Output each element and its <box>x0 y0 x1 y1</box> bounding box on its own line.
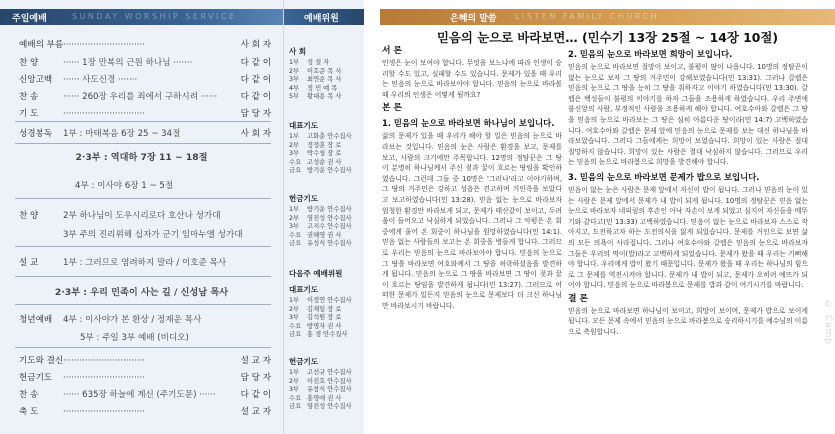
worship-row-detail: 2·3부 : 우리 민족이 사는 길 / 신성남 목사 <box>54 287 229 298</box>
worship-row-detail: ······························ <box>63 373 145 383</box>
sermon-paragraph: 믿음이 없는 눈은 사람은 문제 앞에서 자신이 밥이 됩니다. 그러나 믿음의 눈이 있는 사람은 문제 앞에서 문제가 내 밥이 되게 됩니다. 10명의 정탐꾼은 믿음 없는 눈으로 바라보자 네피림의 후손인 아낙 자손이 보게 되었고 심지어 자신들을 메뚜기와 같다고(민 13:33) 고백하였습니다. 믿음이 없는 눈으로 바라보자 스스로 작아지고, 도전하고자 하는 도전의식을 잃게 되었습니다. 문제를 거인으로 보면 삶의 모든 의욕이 사라집니다. 그러나 여호수아와 갈렙은 믿음의 눈으로 바라보자 그들은 우리의 먹이(밥)라고 고백하게 되었습니다. 문제가 왔을 때 우리는 기뻐해야 합니다. 우리에게 밥이 왔기 때문입니다. 문제가 왔을 때 우리는 하나님의 힘으로 그 문제를 역전시켜야 합니다. 문제가 내 밥이 되고, 문제가 오히려 예뜨가 되어야 합니다. 믿음의 눈으로 바라봄으로 문제를 밥과 같이 여기시기를 바랍니다. <box>568 185 808 290</box>
staff-service: 금요 <box>289 240 302 248</box>
worship-row-detail: ······························ <box>63 40 145 50</box>
staff-service: 금요 <box>289 403 302 411</box>
staff-group-title: 다음주 예배위원 <box>289 269 343 278</box>
sermon-header <box>380 9 835 25</box>
worship-row-leader: 설 교 자 <box>240 407 271 417</box>
worship-row <box>0 178 283 194</box>
worship-row <box>0 285 283 301</box>
staff-row <box>289 76 341 85</box>
staff-group-title: 대표기도 <box>289 285 318 294</box>
staff-person: 최연순 목 사 <box>307 76 342 84</box>
staff-person: 고지수 안수집사 <box>307 223 352 231</box>
staff-person: 방기운 안수집사 <box>307 167 352 175</box>
staff-group-title: 헌금기도 <box>289 194 318 203</box>
staff-person: 정정훈 장 로 <box>307 141 342 149</box>
section-divider <box>15 304 271 305</box>
section-divider <box>15 143 271 144</box>
worship-row-label: 신앙고백 <box>19 75 53 85</box>
staff-person: 고성순 권 사 <box>307 158 342 166</box>
worship-row-label: 헌금기도 <box>19 373 53 383</box>
staff-row <box>289 403 352 412</box>
worship-row <box>0 227 283 243</box>
staff-person: 홍영애 권 사 <box>307 394 342 402</box>
worship-staff-panel <box>283 0 364 434</box>
staff-row <box>289 150 341 159</box>
staff-group-title: 대표기도 <box>289 121 318 130</box>
worship-row-detail: 2부 하나님이 도우시리로다 호산나 성가대 <box>63 211 221 221</box>
sermon-section-title: 은혜의 말씀 <box>450 14 497 24</box>
staff-person: 고선규 안수집사 <box>307 369 352 376</box>
worship-row-detail: ······························ <box>63 356 145 366</box>
staff-row <box>289 215 352 224</box>
sermon-subheading: 서 론 <box>382 46 403 56</box>
worship-row-detail: ······ 635장 하늘에 계신 (주기도문) ······ <box>63 390 216 400</box>
staff-row <box>289 93 341 102</box>
staff-service: 1부 <box>289 59 300 66</box>
worship-row-leader: 사 회 자 <box>240 129 271 139</box>
sermon-subheading: 3. 믿음의 눈으로 바라보면 문제가 밥으로 보입니다. <box>568 171 760 182</box>
staff-service: 금요 <box>289 167 302 175</box>
staff-service: 수요 <box>289 322 302 330</box>
staff-service: 2부 <box>289 377 300 385</box>
staff-row <box>289 314 341 323</box>
worship-row-detail: ······ 1장 만복의 근원 하나님 ······· <box>63 58 193 68</box>
staff-service: 금요 <box>289 331 302 339</box>
sermon-paragraph: 믿음의 눈으로 바라보면 하나님이 보이고, 희망이 보이며, 문제가 밥으로 보이게 됩니다. 모든 문제 속에서 믿음의 눈으로 바라봄으로 승리하시기를 예수님의 이름으로 축원합니다. <box>568 306 808 337</box>
staff-service: 1부 <box>289 297 300 304</box>
worship-row <box>0 89 283 105</box>
staff-person: 유창식 안수집사 <box>307 386 352 394</box>
worship-row <box>0 72 283 88</box>
worship-row-label: 찬 양 <box>19 58 39 68</box>
staff-service: 수요 <box>289 158 302 166</box>
sermon-subheading: 2. 믿음의 눈으로 바라보면 희망이 보입니다. <box>568 49 733 59</box>
worship-row-detail: ······ 260장 우리를 죄에서 구하시려 ······ <box>63 92 218 102</box>
worship-row-label: 축 도 <box>19 407 39 417</box>
worship-order-panel <box>0 0 283 434</box>
side-watermark: © Camp <box>823 300 833 346</box>
worship-row <box>0 370 283 386</box>
staff-person: 방명자 권 사 <box>307 322 342 330</box>
staff-person: 김석원 장 로 <box>307 314 342 322</box>
staff-service: 2부 <box>289 305 300 313</box>
worship-row-detail: 1부 : 그러므로 염려하지 말라 / 이호준 목사 <box>63 258 227 268</box>
staff-person: 유성식 안수집사 <box>307 240 352 248</box>
staff-person: 박수청 장 로 <box>307 150 342 158</box>
staff-row <box>289 206 352 215</box>
section-divider <box>15 347 271 348</box>
section-divider <box>15 276 271 277</box>
sermon-header-watermark: LISTEN FAMILY CHURCH <box>515 12 660 21</box>
worship-row-label: 찬 송 <box>19 92 39 102</box>
staff-person: 이정연 안수집사 <box>307 297 352 304</box>
staff-row <box>289 59 329 68</box>
staff-person: 고화춘 안수집사 <box>307 133 352 140</box>
worship-row <box>0 150 283 166</box>
staff-person: 염진성 안수집사 <box>307 403 352 411</box>
worship-row <box>0 106 283 122</box>
worship-row <box>0 312 283 328</box>
staff-service: 3부 <box>289 386 300 394</box>
sermon-paragraph: 믿음의 눈으로 바라보면 절망이 보이고, 불평이 많이 나옵니다. 10명의 정탐꾼이 없는 눈으로 보자 그 땅의 거주민이 강해보였습니다(민 13:31). 그러나 갈렙은 믿음의 눈으로 그 땅을 능히 그 땅을 취하자고 이야기 하였습니다(민 13:30). 갈렙은 백성들이 불평의 이야기를 하자 그들을 조용하게 하였습니다. 우리 주변에 불신앙의 사람, 부정적인 사람을 조용하게 해야 합니다. 여호수아와 갈렙은 그 땅을 믿음의 눈으로 바라보는 그 땅은 심히 아름다운 땅이라(민 14:7) 고백하였습니다. 여호수아와 갈렙은 문제 앞에 믿음의 눈으로 문제를 보는 대신 하나님을 바라보았습니다. 그러다 그들에게는 희망이 보였습니다. 희망이 있는 사람은 절대 절망하지 않습니다. 희망이 있는 사람은 절대 낙심하지 않습니다. 그러므로 우리는 믿음의 눈으로 바라봄으로 희망을 발견해야 합니다. <box>568 63 808 167</box>
sermon-subheading: 결 론 <box>568 293 589 304</box>
staff-service: 3부 <box>289 314 300 322</box>
staff-service: 3부 <box>289 76 300 84</box>
staff-service: 1부 <box>289 369 300 376</box>
staff-service: 1부 <box>289 206 300 213</box>
staff-service: 3부 <box>289 223 300 231</box>
worship-row <box>0 208 283 224</box>
sermon-paragraph: 삶의 문제가 있을 때 우리가 해야 할 일은 믿음의 눈으로 바라보는 것입니다. 믿음의 눈은 사람은 환경을 보고, 문제를 보고, 사람의 크기에만 주목합니다. 12명의 정탐꾼은 그 땅이 분명히 하나님께서 주신 젖과 꿀이 흐르는 땅임을 확인하였습니다. 그런데 그들 중 10명은 '그러나'라고 이야기하며, 그 땅의 거주민은 강하고 성읍은 견고하며 거인족을 보았다고 보고하였습니다(민 13:28). 믿음 없는 눈으로 바라보자 엄청한 환경만 바라보게 되고, 문제가 태산같이 보이고, 두려움이 들어오고 낙심하게 되었습니다. 그러나 그 악평은 온 회중에게 울어 온 회중이 하나님을 원망하였습니다(민 14:1). 믿음 없는 사람들의 보고는 온 회중을 병들게 합니다. 그러므로 우리는 믿음의 눈으로 바라보아야 합니다. 믿음의 눈으로 그 땅을 바라보면 여호와께서 그 땅을 허락하셨음을 발견하게 됩니다. 믿음의 눈으로 그 땅을 바라보면 그 땅이 젖과 꿀이 흐르는 땅임을 발견하게 됩니다(민 13:27). 그러므로 어떠한 문제가 있든지 믿음의 눈으로 문제보다 더 크신 하나님만 바라보시기 바랍니다. <box>382 132 562 310</box>
staff-person: 성 설 자 <box>307 59 330 66</box>
worship-row-detail: ······ 사도신경 ······· <box>63 75 138 85</box>
staff-person: 정 민 예 목 <box>307 84 338 92</box>
staff-service: 수요 <box>289 231 302 239</box>
worship-row-leader: 담 당 자 <box>240 109 271 119</box>
worship-row-detail: 3부 주의 진리위해 십자가 군기 임마누엘 성가대 <box>63 230 243 240</box>
worship-row-detail: ······························ <box>63 109 145 119</box>
staff-header <box>284 9 364 25</box>
worship-row-label: 성경봉독 <box>19 129 53 139</box>
staff-person: 홍 경 안수집사 <box>307 331 348 339</box>
section-divider <box>15 246 271 247</box>
staff-row <box>289 297 352 306</box>
sermon-subheading: 1. 믿음의 눈으로 바라보면 하나님이 보입니다. <box>382 118 555 129</box>
worship-row-label: 기 도 <box>19 109 39 119</box>
staff-person: 이호준 목 사 <box>307 67 342 75</box>
worship-row-detail: 1부 : 마태복음 6장 25 ~ 34절 <box>63 129 181 139</box>
worship-row-detail: 5부 : 주일 3부 예배 (비디오) <box>80 333 189 343</box>
staff-service: 3부 <box>289 150 300 158</box>
staff-row <box>289 142 341 151</box>
sermon-column-left <box>382 45 562 430</box>
worship-row-label: 찬 송 <box>19 390 39 400</box>
worship-row-label: 기도와 결신 <box>19 356 64 366</box>
worship-row-detail: 4부 : 이사야 6장 1 ~ 5절 <box>75 181 174 191</box>
worship-row-leader: 다 같 이 <box>240 390 271 400</box>
staff-person: 염진성 안수집사 <box>307 214 352 222</box>
staff-row <box>289 68 341 77</box>
worship-row-label: 예배의 부름 <box>19 40 64 50</box>
staff-person: 권혜영 권 사 <box>307 231 342 239</box>
worship-row-leader: 담 당 자 <box>240 373 271 383</box>
staff-row <box>289 386 352 395</box>
staff-row <box>289 331 348 340</box>
staff-service: 2부 <box>289 141 300 149</box>
staff-person: 김재일 장 로 <box>307 305 342 313</box>
worship-row <box>0 404 283 420</box>
worship-row <box>0 387 283 403</box>
staff-person: 이진호 안수집사 <box>307 377 352 385</box>
staff-service: 수요 <box>289 394 302 402</box>
staff-row <box>289 378 352 387</box>
staff-service: 4부 <box>289 84 300 92</box>
worship-row-leader: 사 회 자 <box>240 40 271 50</box>
staff-row <box>289 223 352 232</box>
staff-person: 황대용 목 사 <box>307 93 342 101</box>
staff-row <box>289 133 352 142</box>
worship-row <box>0 37 283 53</box>
sermon-title: 믿음의 눈으로 바라보면… (민수기 13장 25절 ~ 14장 10절) <box>436 30 779 45</box>
worship-row-detail: 4부 : 이사야가 본 환상 / 정재운 목사 <box>63 315 202 325</box>
worship-row-leader: 다 같 이 <box>240 92 271 102</box>
worship-row <box>0 353 283 369</box>
staff-row <box>289 369 352 378</box>
worship-row-leader: 다 같 이 <box>240 75 271 85</box>
staff-service: 5부 <box>289 93 300 101</box>
worship-row-label: 청년예배 <box>19 315 53 325</box>
staff-group-title: 헌금기도 <box>289 357 318 366</box>
worship-row-label: 찬 양 <box>19 211 39 221</box>
worship-title: 주일예배 <box>12 14 47 24</box>
staff-service: 2부 <box>289 214 300 222</box>
staff-row <box>289 240 352 249</box>
worship-row-detail: ······························ <box>63 407 145 417</box>
sermon-paragraph: 인생은 눈이 보여야 합니다. 무엇을 보느냐에 따라 인생이 승리할 수도 있고, 실패할 수도 있습니다. 문제가 있을 때 우리는 믿음의 눈으로 바라보아야 합니다. 믿음의 눈으로 바라볼 때 우리의 인생은 어떻게 될까요? <box>382 59 562 99</box>
sermon-subheading: 본 론 <box>382 103 403 114</box>
staff-service: 2부 <box>289 67 300 75</box>
worship-row <box>0 55 283 71</box>
staff-group-title: 사 회 <box>289 47 307 56</box>
worship-row-detail: 2·3부 : 역대하 7장 11 ~ 18절 <box>75 152 208 163</box>
staff-person: 방기운 안수집사 <box>307 206 352 213</box>
worship-row-label: 설 교 <box>19 258 39 268</box>
worship-header-watermark: SUNDAY WORSHIP SERVICE <box>72 12 237 21</box>
staff-row <box>289 167 352 176</box>
staff-row <box>289 306 341 315</box>
sermon-panel <box>380 0 835 434</box>
section-divider <box>15 198 271 199</box>
worship-row-leader: 다 같 이 <box>240 58 271 68</box>
worship-row <box>0 255 283 271</box>
worship-row <box>0 126 283 142</box>
worship-header <box>0 9 283 25</box>
worship-row-leader: 설 교 자 <box>240 356 271 366</box>
staff-service: 1부 <box>289 133 300 140</box>
sermon-column-right <box>568 45 808 430</box>
staff-title: 예배위원 <box>304 14 339 24</box>
worship-row <box>0 330 283 346</box>
